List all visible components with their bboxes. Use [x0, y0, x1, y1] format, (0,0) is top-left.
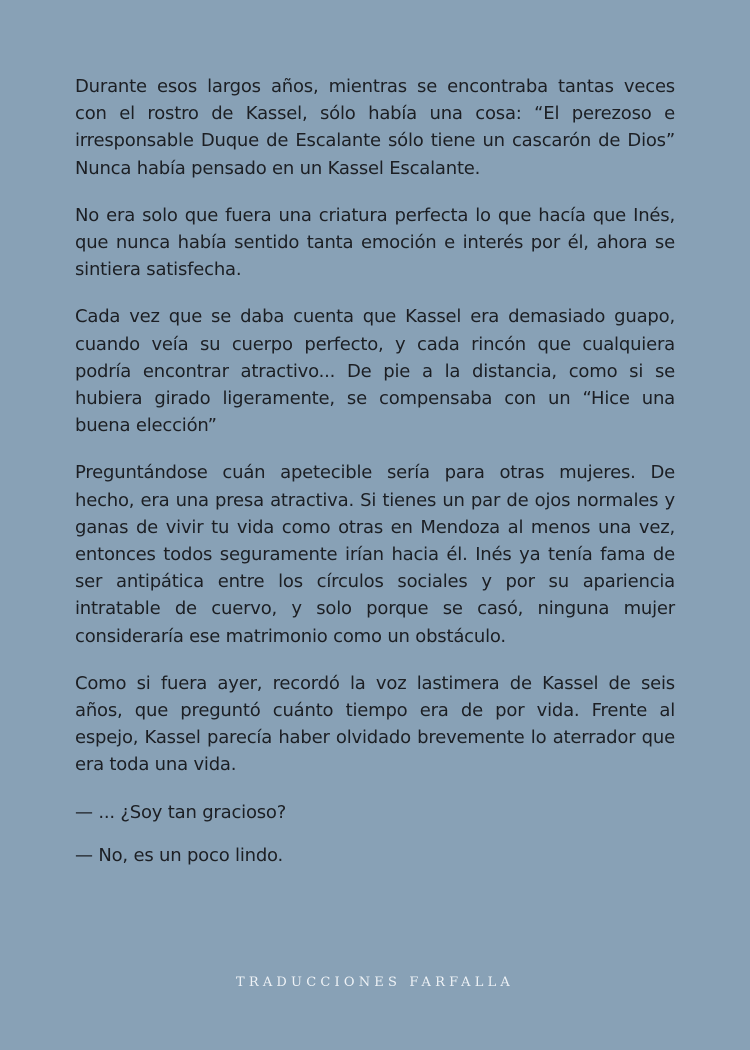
paragraph: Durante esos largos años, mientras se encontraba tantas veces con el rostro de Kassel, sólo había una cosa: “El perezoso e irresponsable Duque de Escalante sólo tiene un cascarón de Dios” Nunca había pensado en un Kassel Escalante. [75, 76, 675, 179]
paragraph: No era solo que fuera una criatura perfecta lo que hacía que Inés, que nunca había sentido tanta emoción e interés por él, ahora se sintiera satisfecha. [75, 204, 675, 281]
footer-credit: TRADUCCIONES FARFALLA [235, 975, 514, 990]
paragraph: Como si fuera ayer, recordó la voz lastimera de Kassel de seis años, que preguntó cuánto tiempo era de por vida. Frente al espejo, Kassel parecía haber olvidado brevemente lo aterrador que era toda una vida. [75, 672, 675, 776]
paragraph: Cada vez que se daba cuenta que Kassel era demasiado guapo, cuando veía su cuerpo perfecto, y cada rincón que cualquiera podría encontrar atractivo... De pie a la distancia, como si se hubiera girado ligeramente, se compensaba con un “Hice una buena elección” [75, 306, 675, 437]
dialogue-line: — ... ¿Soy tan gracioso? [75, 801, 287, 823]
page-body [75, 73, 675, 885]
dialogue-line: — No, es un poco lindo. [75, 844, 284, 866]
paragraph: Preguntándose cuán apetecible sería para otras mujeres. De hecho, era una presa atractiva. Si tienes un par de ojos normales y ganas de vivir tu vida como otras en Mendoza al menos una vez, entonces todos seguramente irían hacia él. Inés ya tenía fama de ser antipática entre los círculos sociales y por su apariencia intratable de cuervo, y solo porque se casó, ninguna mujer consideraría ese matrimonio como un obstáculo. [75, 462, 675, 647]
